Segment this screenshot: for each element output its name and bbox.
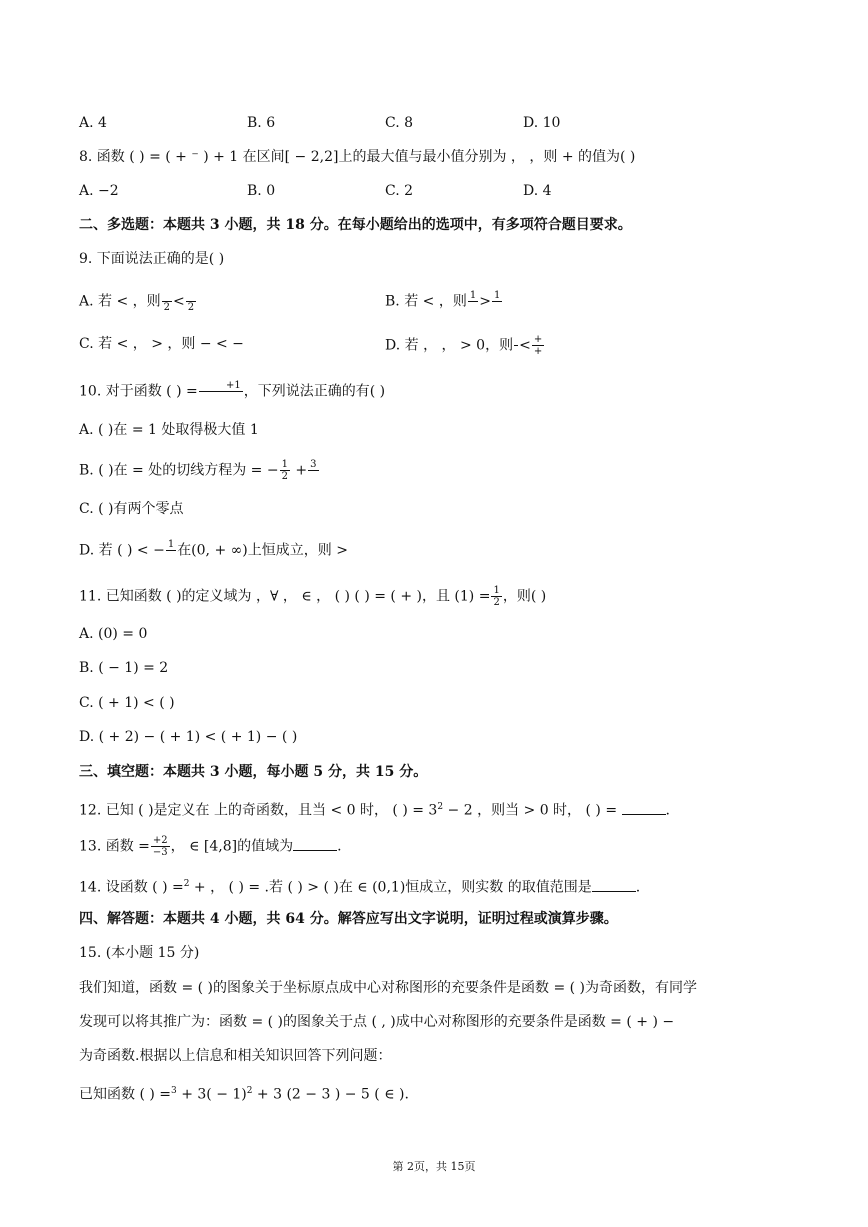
q10-b-frac1-num: 1 [281, 459, 288, 470]
q11-stem-text: 11. 已知函数 ( )的定义域为 ，∀ ， ∈ ， ( ) ( ) = ( + )，且 (1) = [79, 588, 491, 605]
q8-option-a: A. −2 [79, 183, 119, 199]
q7-option-b: B. 6 [247, 115, 276, 131]
q11-stem [79, 585, 546, 608]
q10-option-d [79, 539, 348, 562]
q10-stem [79, 380, 385, 403]
q15-given-suffix: + 3 (2 − 3 ) − 5 ( ∈ ). [252, 1086, 409, 1103]
q8-option-b: B. 0 [247, 183, 276, 199]
q13-frac-num: +2 [152, 835, 168, 846]
q12-suffix: − 2 ，则当 > 0 时， ( ) = [443, 802, 618, 819]
q7-option-c: C. 8 [385, 115, 414, 131]
q8-stem: 8. 函数 ( ) = ( + ⁻ ) + 1 在区间[ − 2,2]上的最大值与最小值分别为 ， ，则 + 的值为( ) [79, 149, 636, 165]
q14-exponent: 2 [183, 879, 190, 889]
q11-frac-num: 1 [493, 585, 500, 596]
q15-paragraph-1: 我们知道，函数 = ( )的图象关于坐标原点成中心对称图形的充要条件是函数 = ( )为奇函数，有同学 [79, 980, 698, 996]
q10-stem-num: +1 [199, 380, 243, 392]
q9-d-num: + [533, 334, 543, 345]
q10-b-text: B. ( )在 = 处的切线方程为 = − [79, 462, 279, 479]
q13-answer-blank[interactable] [293, 836, 337, 851]
q9-option-a-text: A. 若 < ，则 [79, 293, 161, 310]
q10-d-num: 1 [167, 539, 175, 550]
q11-option-c: C. ( + 1) < ( ) [79, 695, 175, 711]
q12-answer-blank[interactable] [622, 800, 666, 815]
q9-option-c: C. 若 < ， > ，则 − < − [79, 336, 244, 352]
q15-given-mid: + 3( − 1) [176, 1086, 247, 1103]
q9-b-fraction-right [492, 290, 502, 313]
q9-stem: 9. 下面说法正确的是( ) [79, 251, 225, 267]
q14 [79, 874, 640, 898]
q10-b-frac1-den: 2 [281, 471, 288, 482]
q7-option-a: A. 4 [79, 115, 107, 131]
q15-given-function [79, 1081, 409, 1105]
q9-d-fraction-right [532, 334, 544, 357]
q9-d-fraction-left [514, 334, 518, 357]
q9-d-lt: < [519, 337, 531, 354]
q15-header: 15. (本小题 15 分) [79, 945, 200, 961]
q15-exponent-2: 2 [246, 1086, 253, 1096]
q10-option-a: A. ( )在 = 1 处取得极大值 1 [79, 422, 259, 438]
q9-d-den: + [533, 346, 543, 357]
q11-stem-suffix: ，则( ) [502, 588, 547, 605]
q8-option-c: C. 2 [385, 183, 414, 199]
q13-text: 13. 函数 = [79, 838, 150, 855]
q9-a-den-left: 2 [163, 302, 171, 313]
q12-text: 12. 已知 ( )是定义在 上的奇函数，且当 < 0 时， ( ) = 3 [79, 802, 438, 819]
q9-option-a [79, 290, 197, 313]
section-4-title: 四、解答题：本题共 4 小题，共 64 分。解答应写出文字说明，证明过程或演算步骤。 [79, 911, 618, 927]
q9-b-fraction-left [468, 290, 478, 313]
q10-b-fraction-1 [280, 459, 290, 482]
q15-paragraph-3: 为奇函数.根据以上信息和相关知识回答下列问题： [79, 1048, 392, 1064]
q13-fraction [151, 835, 170, 858]
q12-end: . [665, 802, 670, 819]
q9-b-num-right: 1 [493, 290, 501, 301]
q10-option-b [79, 459, 320, 482]
q9-b-num-left: 1 [469, 290, 477, 301]
q13-end: . [337, 838, 342, 855]
q10-stem-fraction [199, 380, 243, 403]
q9-option-d [385, 334, 545, 357]
q9-a-fraction-left [162, 290, 172, 313]
q10-d-text: D. 若 ( ) < − [79, 542, 165, 559]
q11-frac-den: 2 [493, 597, 500, 608]
q9-option-b-text: B. 若 < ，则 [385, 293, 467, 310]
q15-paragraph-2: 发现可以将其推广为：函数 = ( )的图象关于点 ( , )成中心对称图形的充要条件是函数 = ( + ) − [79, 1014, 675, 1030]
q10-stem-suffix: ，下列说法正确的有( ) [243, 383, 386, 400]
q11-option-b: B. ( − 1) = 2 [79, 660, 169, 676]
q14-text: 14. 设函数 ( ) = [79, 879, 184, 896]
q15-given-text: 已知函数 ( ) = [79, 1086, 172, 1103]
q12-exponent: 2 [437, 802, 444, 812]
q10-option-c: C. ( )有两个零点 [79, 501, 184, 517]
q10-d-fraction [166, 539, 176, 562]
q9-option-b [385, 290, 503, 313]
q14-suffix: + ， ( ) = .若 ( ) > ( )在 ∈ (0,1)恒成立，则实数 的取值范围是 [189, 879, 592, 896]
q12 [79, 797, 670, 821]
section-3-title: 三、填空题：本题共 3 小题，每小题 5 分，共 15 分。 [79, 764, 428, 780]
q9-a-lt: < [173, 293, 185, 310]
q11-option-d: D. ( + 2) − ( + 1) < ( + 1) − ( ) [79, 729, 298, 745]
q9-b-gt: > [479, 293, 491, 310]
q9-a-fraction-right [186, 290, 196, 313]
q13 [79, 835, 342, 858]
q10-stem-text: 10. 对于函数 ( ) = [79, 383, 198, 400]
q10-b-mid: + [290, 462, 308, 479]
q11-option-a: A. (0) = 0 [79, 626, 148, 642]
q10-b-frac2-num: 3 [310, 459, 317, 470]
q14-answer-blank[interactable] [592, 877, 636, 892]
q8-option-d: D. 4 [523, 183, 552, 199]
q13-suffix: ， ∈ [4,8]的值域为 [170, 838, 294, 855]
q9-a-den-right: 2 [187, 302, 195, 313]
section-2-title: 二、多选题：本题共 3 小题，共 18 分。在每小题给出的选项中，有多项符合题目要求。 [79, 217, 632, 233]
page-footer: 第 2页，共 15页 [392, 1160, 476, 1173]
q15-exponent-3: 3 [171, 1086, 177, 1096]
q13-frac-den: −3 [152, 847, 168, 858]
q14-end: . [635, 879, 641, 896]
q9-option-d-text: D. 若 ， ， > 0，则 [385, 337, 514, 354]
q7-option-d: D. 10 [523, 115, 561, 131]
q10-b-fraction-2 [308, 459, 318, 482]
q10-d-suffix: 在(0, + ∞)上恒成立，则 > [177, 542, 348, 559]
q11-stem-fraction [491, 585, 501, 608]
